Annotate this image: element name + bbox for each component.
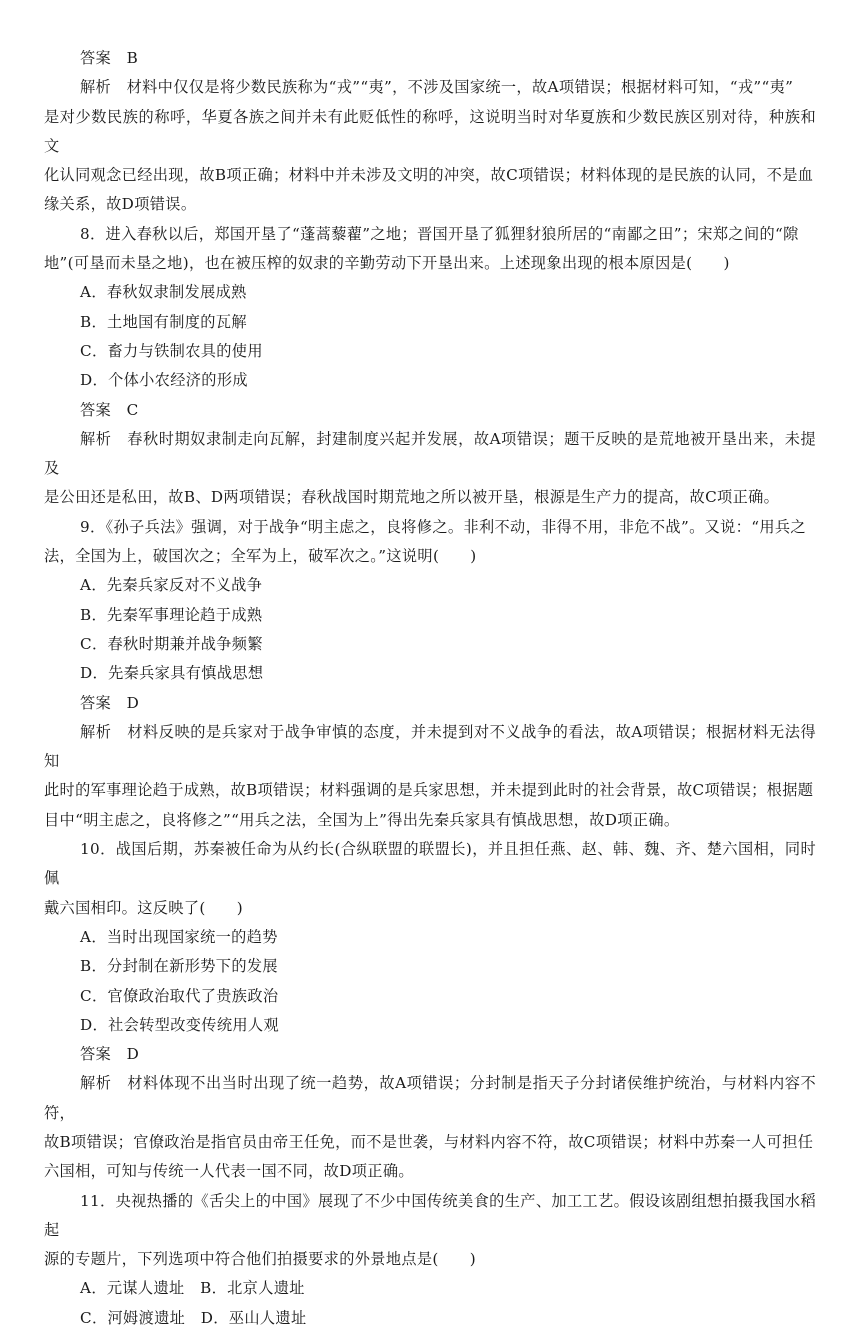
question-line: 9．《孙子兵法》强调，对于战争“明主虑之，良将修之。非利不动，非得不用，非危不战”。又说：“用兵之 (80, 517, 806, 536)
analysis-line: 缘关系，故D项错误。 (44, 195, 197, 214)
option-c: C．畜力与铁制农具的使用 (80, 341, 263, 360)
answer-line: 答案 D (80, 693, 140, 712)
analysis-paragraph (44, 1069, 816, 1186)
option-d: D．先秦兵家具有慎战思想 (80, 664, 264, 683)
question-line: 11．央视热播的《舌尖上的中国》展现了不少中国传统美食的生产、加工工艺。假设该剧组想拍摄我国水稻起 (44, 1191, 816, 1239)
analysis-line: 解析 材料反映的是兵家对于战争审慎的态度，并未提到对不义战争的看法，故A项错误；根据材料无法得知 (44, 722, 816, 771)
question-8 (44, 220, 816, 279)
answer-line: 答案 B (80, 49, 139, 67)
option-d: D．社会转型改变传统用人观 (80, 1015, 279, 1034)
question-line: 源的专题片，下列选项中符合他们拍摄要求的外景地点是( ) (44, 1250, 477, 1269)
option-c: C．春秋时期兼并战争频繁 (80, 634, 263, 653)
analysis-line: 化认同观念已经出现，故B项正确；材料中并未涉及文明的冲突，故C项错误；材料体现的是民族的认同，不是血 (44, 166, 814, 185)
analysis-paragraph (44, 425, 816, 513)
option-d: D．个体小农经济的形成 (80, 371, 248, 390)
document-page (44, 44, 816, 1333)
analysis-paragraph (44, 718, 816, 835)
answer-line: 答案 C (80, 400, 139, 419)
option-b: B．先秦军事理论趋于成熟 (80, 605, 263, 624)
question-line: 戴六国相印。这反映了( ) (44, 898, 244, 917)
question-line: 地”(可垦而未垦之地)，也在被压榨的奴隶的辛勤劳动下开垦出来。上述现象出现的根本原因是( ) (44, 254, 730, 273)
option-a: A．春秋奴隶制发展成熟 (80, 283, 247, 302)
question-11 (44, 1187, 816, 1275)
option-row-cd: C．河姆渡遗址 D．巫山人遗址 (80, 1308, 307, 1327)
question-9 (44, 513, 816, 572)
analysis-line: 解析 春秋时期奴隶制走向瓦解，封建制度兴起并发展，故A项错误；题干反映的是荒地被开垦出来，未提及 (44, 429, 816, 478)
question-line: 法，全国为上，破国次之；全军为上，破军次之。”这说明( ) (44, 547, 477, 566)
option-a: A．当时出现国家统一的趋势 (80, 927, 278, 946)
analysis-line: 此时的军事理论趋于成熟，故B项错误；材料强调的是兵家思想，并未提到此时的社会背景，故C项错误；根据题 (44, 781, 814, 800)
analysis-line: 解析 材料体现不出当时出现了统一趋势，故A项错误；分封制是指天子分封诸侯维护统治，与材料内容不符， (44, 1074, 816, 1122)
analysis-paragraph (44, 73, 816, 219)
analysis-line: 目中“明主虑之，良将修之”“用兵之法，全国为上”得出先秦兵家具有慎战思想，故D项正确。 (44, 810, 680, 829)
option-b: B．土地国有制度的瓦解 (80, 312, 247, 331)
analysis-line: 是公田还是私田，故B、D两项错误；春秋战国时期荒地之所以被开垦，根源是生产力的提高，故C项正确。 (44, 488, 780, 507)
question-line: 8．进入春秋以后，郑国开垦了“蓬蒿藜藋”之地；晋国开垦了狐狸豺狼所居的“南鄙之田”；宋郑之间的“隙 (80, 224, 799, 243)
question-line: 10．战国后期，苏秦被任命为从约长(合纵联盟的联盟长)，并且担任燕、赵、韩、魏、齐、楚六国相，同时佩 (44, 840, 816, 888)
analysis-line: 故B项错误；官僚政治是指官员由帝王任免，而不是世袭，与材料内容不符，故C项错误；材料中苏秦一人可担任 (44, 1132, 814, 1151)
option-row-ab: A．元谋人遗址 B．北京人遗址 (80, 1279, 305, 1298)
analysis-line: 六国相，可知与传统一人代表一国不同，故D项正确。 (44, 1162, 414, 1181)
question-10 (44, 835, 816, 923)
option-a: A．先秦兵家反对不义战争 (80, 576, 263, 595)
option-c: C．官僚政治取代了贵族政治 (80, 986, 279, 1005)
analysis-line: 解析 材料中仅仅是将少数民族称为“戎”“夷”，不涉及国家统一，故A项错误；根据材料可知，“戎”“夷” (80, 78, 794, 97)
analysis-line: 是对少数民族的称呼，华夏各族之间并未有此贬低性的称呼，这说明当时对华夏族和少数民族区别对待，种族和文 (44, 107, 816, 155)
answer-line: 答案 D (80, 1045, 140, 1064)
option-b: B．分封制在新形势下的发展 (80, 957, 278, 976)
